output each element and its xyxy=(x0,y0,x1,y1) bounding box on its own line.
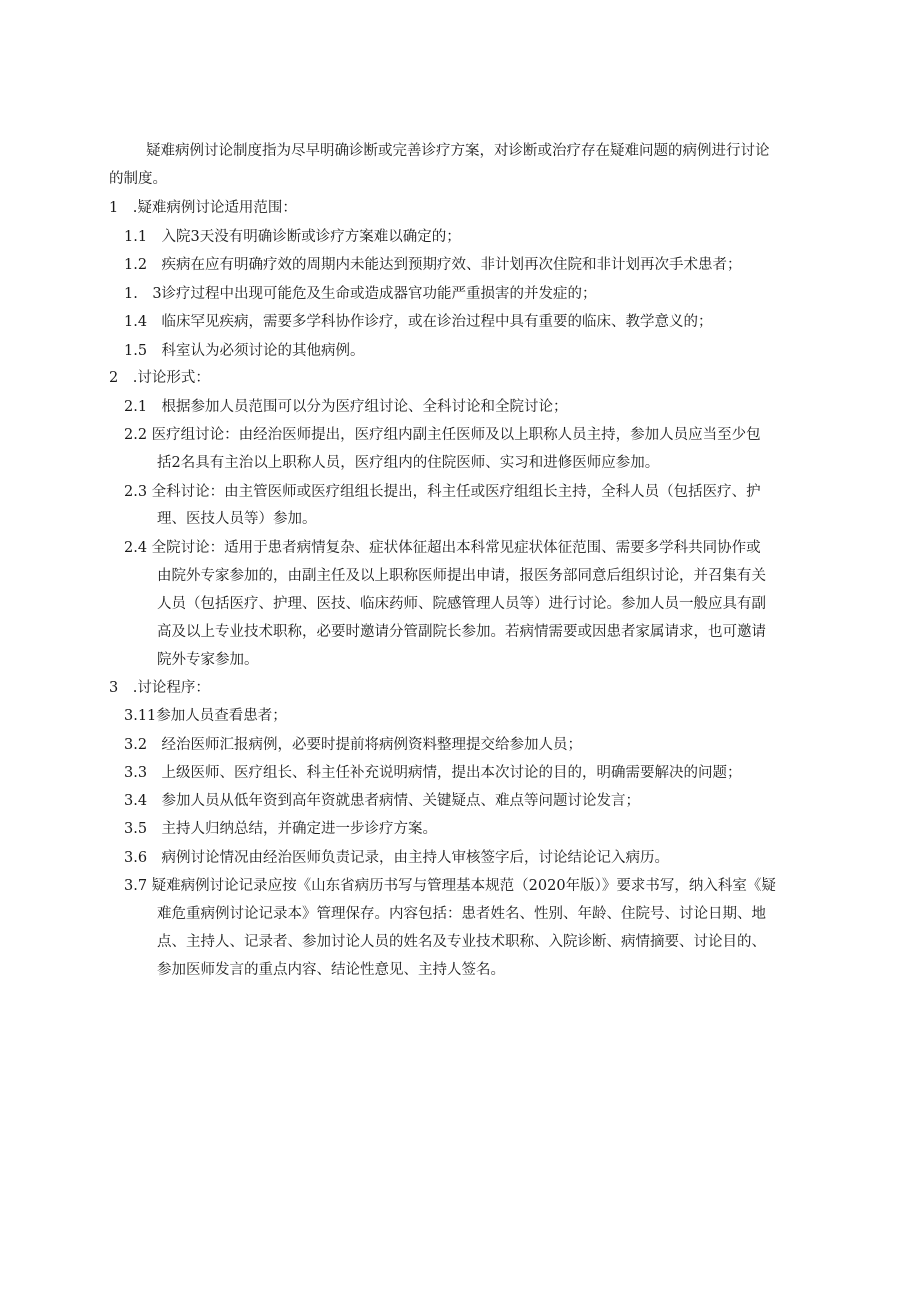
section-3-item-1: 3.11参加人员查看患者； xyxy=(124,708,287,724)
section-1-item-3: 1. 3诊疗过程中出现可能危及生命或造成器官功能严重损害的并发症的； xyxy=(124,286,597,302)
section-2-heading: 2 .讨论形式： xyxy=(109,370,210,386)
section-3-heading: 3 .讨论程序： xyxy=(109,680,210,696)
intro-line-1: 疑难病例讨论制度指为尽早明确诊断或完善诊疗方案，对诊断或治疗存在疑难问题的病例进行讨论 xyxy=(146,143,770,159)
section-3-item-7-line-4: 参加医师发言的重点内容、结论性意见、主持人签名。 xyxy=(157,962,505,978)
section-2-item-1: 2.1 根据参加人员范围可以分为医疗组讨论、全科讨论和全院讨论； xyxy=(124,399,568,415)
section-2-item-3-line-2: 理、医技人员等）参加。 xyxy=(157,511,317,527)
section-1-item-1: 1.1 入院3天没有明确诊断或诊疗方案难以确定的； xyxy=(124,229,461,245)
section-2-item-4-line-2: 由院外专家参加的，由副主任及以上职称医师提出申请，报医务部同意后组织讨论，并召集有关 xyxy=(157,568,766,584)
section-3-item-4: 3.4 参加人员从低年资到高年资就患者病情、关键疑点、难点等问题讨论发言； xyxy=(124,793,641,809)
section-3-item-5: 3.5 主持人归纳总结，并确定进一步诊疗方案。 xyxy=(124,821,438,837)
section-1-item-5: 1.5 科室认为必须讨论的其他病例。 xyxy=(124,343,365,359)
section-3-item-7-line-1: 3.7 疑难病例讨论记录应按《山东省病历书写与管理基本规范（2020年版）》要求书写，纳入科室《疑 xyxy=(124,878,776,894)
section-2-item-3-line-1: 2.3 全科讨论：由主管医师或医疗组组长提出，科主任或医疗组组长主持，全科人员（包括医疗、护 xyxy=(124,484,761,500)
section-2-item-4-line-1: 2.4 全院讨论：适用于患者病情复杂、症状体征超出本科常见症状体征范围、需要多学科共同协作或 xyxy=(124,540,761,556)
section-3-item-2: 3.2 经治医师汇报病例，必要时提前将病例资料整理提交给参加人员； xyxy=(124,737,583,753)
section-3-item-6: 3.6 病例讨论情况由经治医师负责记录，由主持人审核签字后，讨论结论记入病历。 xyxy=(124,850,670,866)
section-1-heading: 1 .疑难病例讨论适用范围： xyxy=(109,200,297,216)
section-3-item-7-line-2: 难危重病例讨论记录本》管理保存。内容包括：患者姓名、性别、年龄、住院号、讨论日期、地 xyxy=(157,906,766,922)
section-1-item-4: 1.4 临床罕见疾病，需要多学科协作诊疗，或在诊治过程中具有重要的临床、教学意义的； xyxy=(124,314,713,330)
section-2-item-2-line-1: 2.2 医疗组讨论：由经治医师提出，医疗组内副主任医师及以上职称人员主持，参加人员应当至少包 xyxy=(124,427,761,443)
section-2-item-2-line-2: 括2名具有主治以上职称人员，医疗组内的住院医师、实习和进修医师应参加。 xyxy=(157,455,660,471)
section-1-item-2: 1.2 疾病在应有明确疗效的周期内未能达到预期疗效、非计划再次住院和非计划再次手术患者； xyxy=(124,257,742,273)
section-3-item-7-line-3: 点、主持人、记录者、参加讨论人员的姓名及专业技术职称、入院诊断、病情摘要、讨论目的、 xyxy=(157,934,766,950)
section-2-item-4-line-3: 人员（包括医疗、护理、医技、临床药师、院感管理人员等）进行讨论。参加人员一般应具有副 xyxy=(157,596,766,612)
section-3-item-3: 3.3 上级医师、医疗组长、科主任补充说明病情，提出本次讨论的目的，明确需要解决的问题； xyxy=(124,765,742,781)
section-2-item-4-line-5: 院外专家参加。 xyxy=(157,652,259,668)
intro-line-2: 的制度。 xyxy=(109,171,167,187)
section-2-item-4-line-4: 高及以上专业技术职称，必要时邀请分管副院长参加。若病情需要或因患者家属请求，也可邀请 xyxy=(157,624,766,640)
